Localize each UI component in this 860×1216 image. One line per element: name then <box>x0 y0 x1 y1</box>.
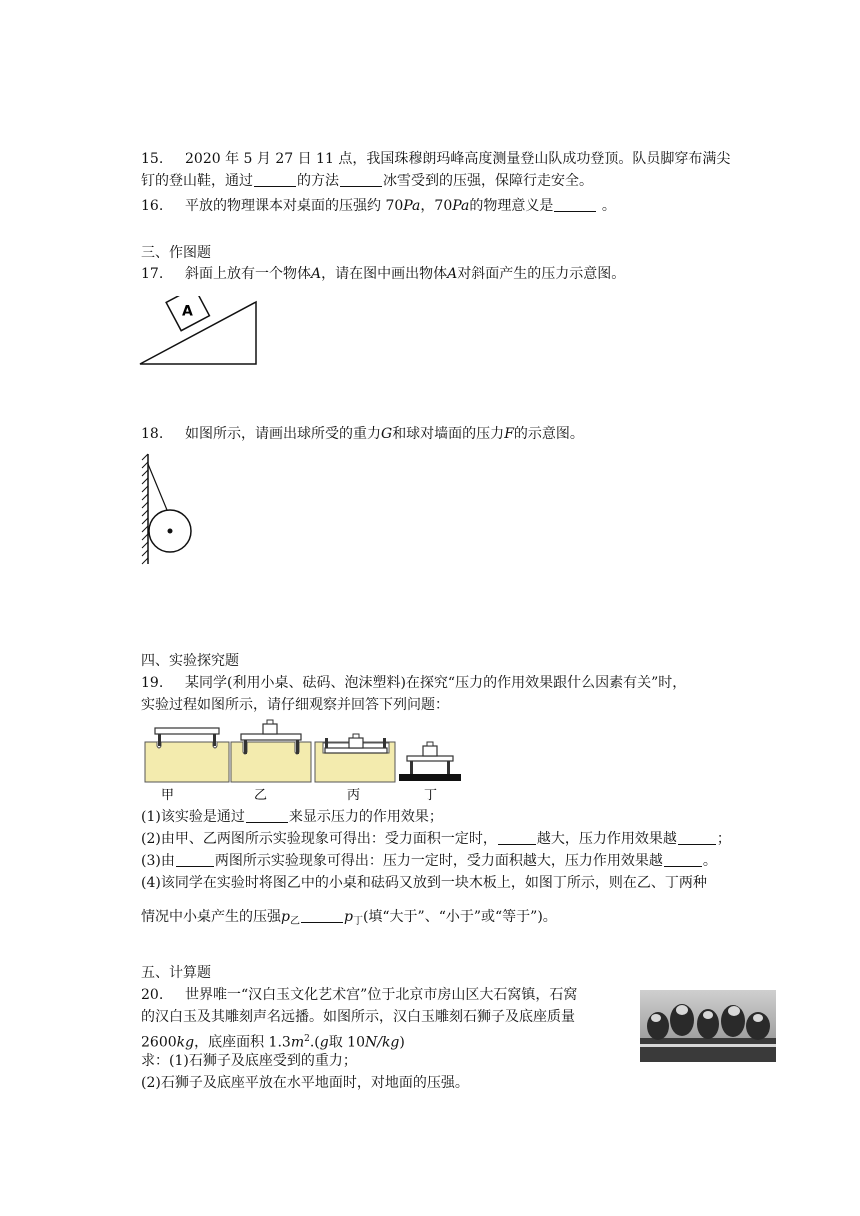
incline-figure <box>138 296 262 368</box>
q19-part3: (3)由 两图所示实验现象可得出：压力一定时，受力面积越大，压力作用效果越 。 <box>141 853 717 869</box>
ball-center-dot <box>168 529 173 534</box>
block-a-label: A <box>181 303 193 320</box>
answer-blank[interactable] <box>678 830 716 845</box>
q20-line5: (2)石狮子及底座平放在水平地面时，对地面的压强。 <box>141 1075 469 1091</box>
answer-blank[interactable] <box>301 908 343 923</box>
section-title-calculation: 五、计算题 <box>141 965 211 981</box>
q16-line: 16. 平放的物理课本对桌面的压强约 70Pa，70Pa的物理意义是 。 <box>141 198 616 214</box>
q16-number: 16. <box>141 198 164 214</box>
section-title-drawing: 三、作图题 <box>141 245 211 261</box>
q17-line: 17. 斜面上放有一个物体A，请在图中画出物体A对斜面产生的压力示意图。 <box>141 266 626 282</box>
q15-line2: 钉的登山鞋，通过 的方法 冰雪受到的压强，保障行走安全。 <box>141 173 593 189</box>
board-ding <box>399 742 461 781</box>
q18-line: 18. 如图所示，请画出球所受的重力G和球对墙面的压力F的示意图。 <box>141 426 584 442</box>
answer-blank[interactable] <box>664 852 702 867</box>
answer-blank[interactable] <box>498 830 536 845</box>
foam-jia <box>145 728 229 782</box>
foam-bing <box>315 734 395 782</box>
q19-number: 19. <box>141 675 164 691</box>
wall-hatching <box>142 454 148 564</box>
q20-number: 20. <box>141 987 164 1003</box>
answer-blank[interactable] <box>254 172 296 187</box>
q20-line3: 2600kg，底座面积 $1.3m^2.(g$取 10N/kg) <box>141 1034 405 1051</box>
q19-line1: 19. 某同学(利用小桌、砝码、泡沫塑料)在探究“压力的作用效果跟什么因素有关”时， <box>141 675 687 691</box>
block-a <box>166 296 209 331</box>
label-bing: 丙 <box>347 788 361 803</box>
q15-number: 15. <box>141 151 164 167</box>
q19-part4-line2: 情况中小桌产生的压强$p_乙$ $p_丁$(填“大于”、“小于”或“等于”)。 <box>141 909 557 927</box>
q19-part2: (2)由甲、乙两图所示实验现象可得出：受力面积一定时， 越大，压力作用效果越 ； <box>141 831 731 847</box>
weight-yi <box>263 724 277 734</box>
foam-yi <box>231 720 311 782</box>
answer-blank[interactable] <box>554 197 596 212</box>
q20-line4: 求：(1)石狮子及底座受到的重力； <box>141 1053 357 1069</box>
weight-ding <box>423 746 437 756</box>
rope-line <box>148 464 167 510</box>
ball-wall-figure <box>140 452 200 568</box>
q19-line2: 实验过程如图所示，请仔细观察并回答下列问题： <box>141 697 449 713</box>
answer-blank[interactable] <box>340 172 382 187</box>
answer-blank[interactable] <box>246 808 288 823</box>
q20-line1: 20. 世界唯一“汉白玉文化艺术宫”位于北京市房山区大石窝镇，石窝 <box>141 987 578 1003</box>
answer-blank[interactable] <box>176 852 214 867</box>
label-yi: 乙 <box>254 788 268 803</box>
q19-part4-line1: (4)该同学在实验时将图乙中的小桌和砝码又放到一块木板上，如图丁所示，则在乙、丁两种 <box>141 875 707 891</box>
q17-number: 17. <box>141 266 164 282</box>
stone-lion-photo <box>640 990 776 1062</box>
label-jia: 甲 <box>161 788 175 803</box>
q15-line1: 15. 2020 年 5 月 27 日 11 点，我国珠穆朗玛峰高度测量登山队成功登顶。队员脚穿布满尖 <box>141 151 731 167</box>
q20-line2: 的汉白玉及其雕刻声名远播。如图所示，汉白玉雕刻石狮子及底座质量 <box>141 1009 575 1025</box>
weight-bing <box>349 738 363 748</box>
section-title-experiment: 四、实验探究题 <box>141 653 239 669</box>
label-ding: 丁 <box>424 788 438 803</box>
experiment-figure <box>143 718 463 804</box>
q18-number: 18. <box>141 426 164 442</box>
q19-part1: (1)该实验是通过 来显示压力的作用效果； <box>141 809 443 825</box>
